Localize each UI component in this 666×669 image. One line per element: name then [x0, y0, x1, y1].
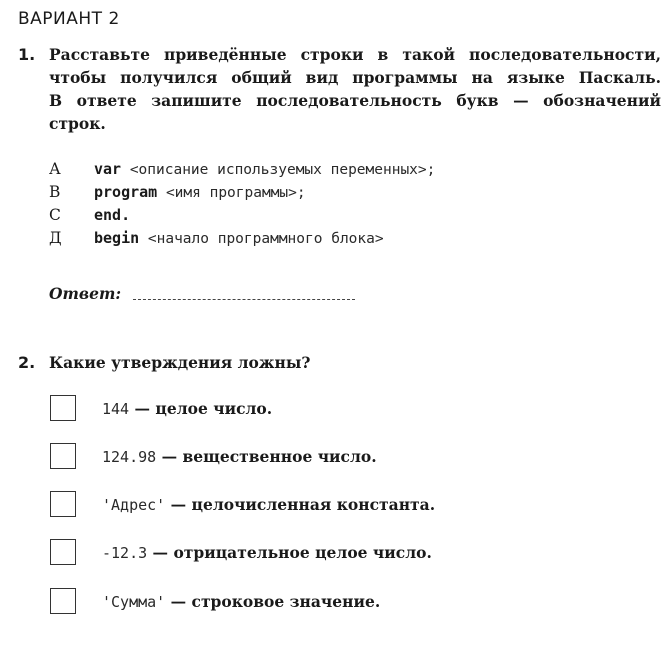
statement-text — [102, 447, 377, 466]
answer-field[interactable] — [133, 299, 355, 300]
option-desc: <описание используемых переменных>; — [121, 162, 436, 178]
option-c — [49, 206, 130, 228]
statement-label: — отрицательное целое число. — [147, 543, 432, 562]
option-keyword: var — [94, 160, 122, 178]
option-desc: <имя программы>; — [157, 185, 306, 201]
statement-checkbox[interactable] — [50, 588, 76, 614]
statement-code: 124.98 — [102, 448, 157, 466]
option-d — [49, 229, 384, 251]
task1-line: чтобы получился общий вид программы на языке Паскаль. — [49, 68, 661, 87]
statement-code: 144 — [102, 400, 130, 418]
answer-label: Ответ: — [49, 284, 122, 303]
option-letter: А — [49, 160, 61, 178]
option-keyword: end. — [94, 206, 131, 224]
task1-line: строк. — [49, 114, 106, 133]
statement-text — [102, 543, 432, 562]
task1-text — [49, 43, 661, 135]
statement-checkbox[interactable] — [50, 539, 76, 565]
statement-checkbox[interactable] — [50, 491, 76, 517]
statement-text — [102, 495, 435, 514]
statement-label: — вещественное число. — [156, 447, 377, 466]
option-desc: <начало программного блока> — [139, 231, 384, 247]
statement-checkbox[interactable] — [50, 443, 76, 469]
option-letter: С — [49, 206, 61, 224]
task1-line: Расставьте приведённые строки в такой последовательности, — [49, 45, 661, 64]
statement-text — [102, 592, 380, 611]
option-keyword: program — [94, 183, 158, 201]
statement-checkbox[interactable] — [50, 395, 76, 421]
statement-code: -12.3 — [102, 544, 148, 562]
option-letter: В — [49, 183, 61, 201]
statement-label: — целое число. — [129, 399, 273, 418]
task2-question: Какие утверждения ложны? — [49, 353, 311, 372]
task1-number: 1. — [18, 45, 36, 64]
statement-code: 'Адрес' — [102, 496, 166, 514]
option-keyword: begin — [94, 229, 140, 247]
statement-text — [102, 399, 272, 418]
statement-label: — строковое значение. — [165, 592, 381, 611]
option-a — [49, 160, 435, 182]
variant-title: ВАРИАНТ 2 — [18, 9, 120, 29]
statement-label: — целочисленная константа. — [165, 495, 436, 514]
option-letter: Д — [49, 229, 62, 247]
task2-number: 2. — [18, 353, 36, 372]
task1-line: В ответе запишите последовательность букв — обозначений — [49, 91, 661, 110]
statement-code: 'Сумма' — [102, 593, 166, 611]
option-b — [49, 183, 306, 205]
